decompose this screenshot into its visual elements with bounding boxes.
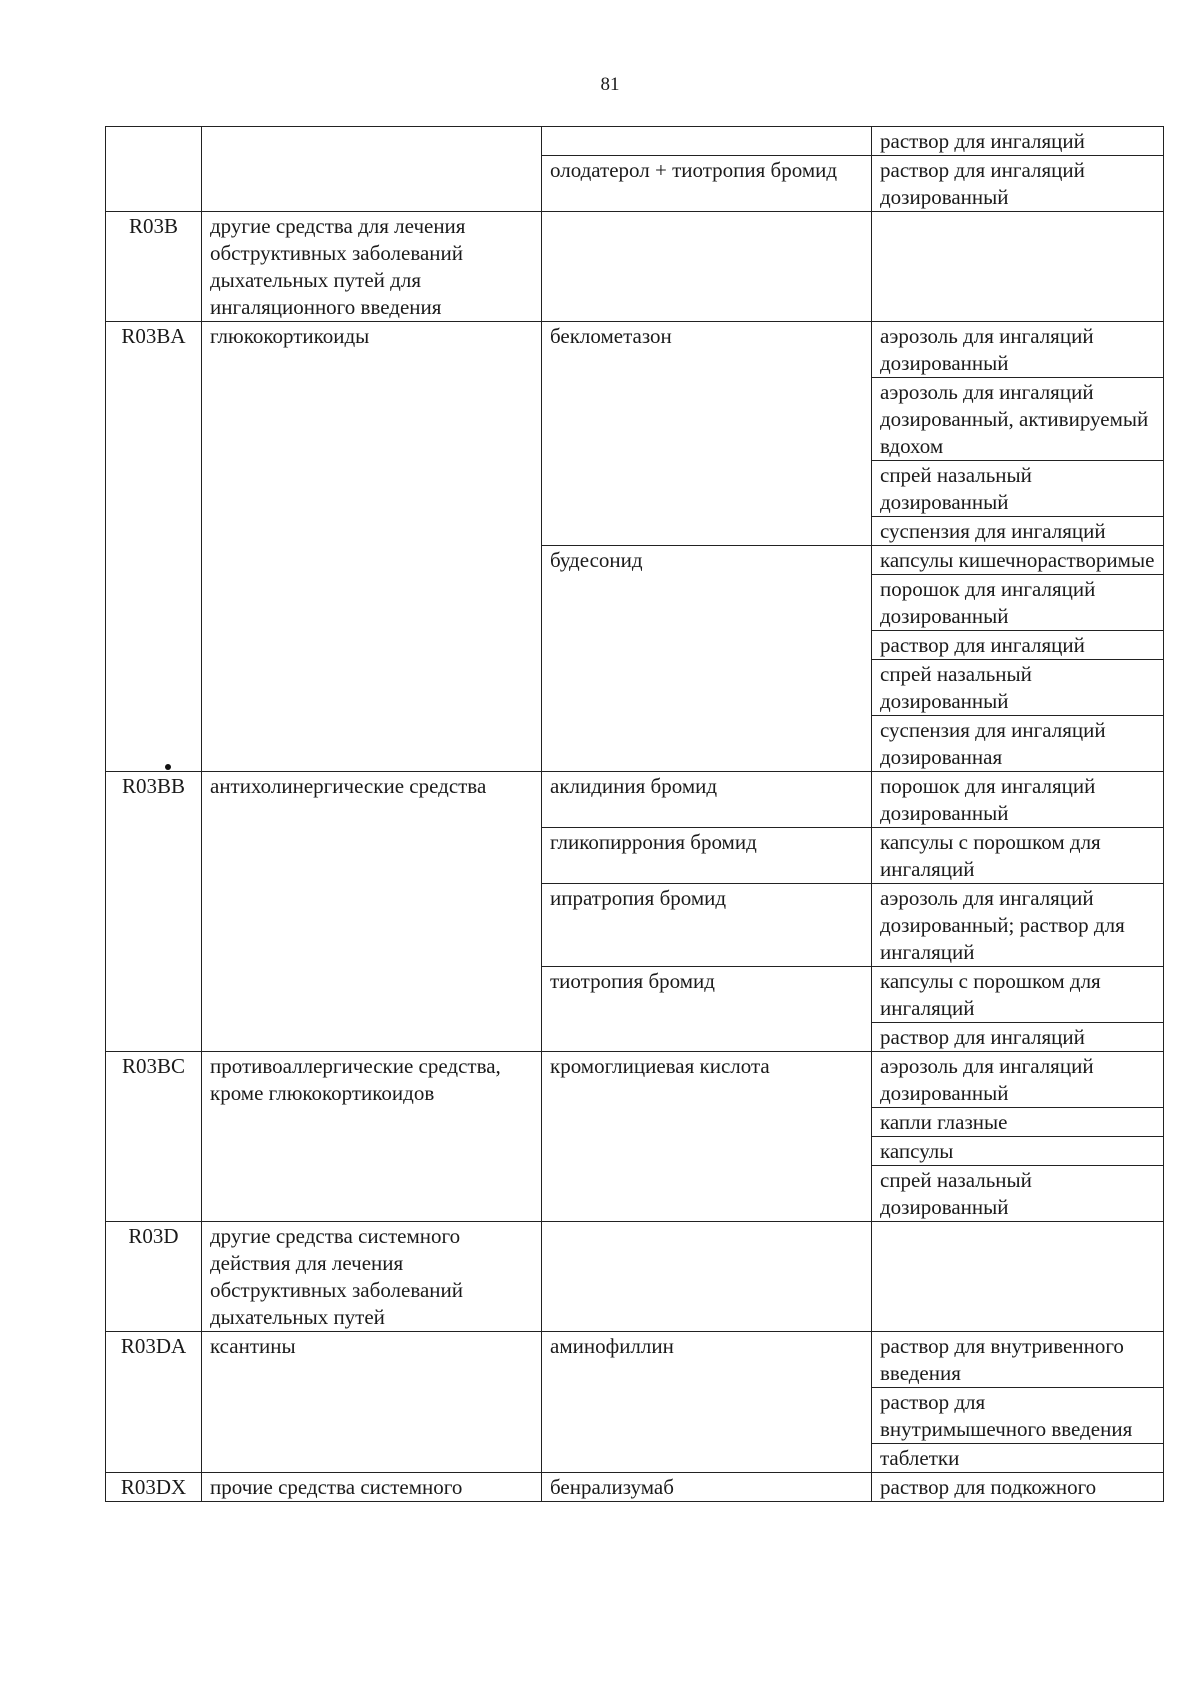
group-name-cell: прочие средства системного [202, 1473, 542, 1502]
dosage-form-cell: аэрозоль для ингаляций дозированный [872, 322, 1164, 378]
dosage-form-cell: порошок для ингаляций дозированный [872, 772, 1164, 828]
drug-classification-table [105, 126, 1164, 1502]
group-name-cell: ксантины [202, 1332, 542, 1473]
group-name-cell [202, 127, 542, 212]
dosage-form-cell: раствор для ингаляций [872, 1023, 1164, 1052]
atc-code-cell: R03B [106, 212, 202, 322]
dosage-form-cell: аэрозоль для ингаляций дозированный; раствор для ингаляций [872, 884, 1164, 967]
table-row [106, 1332, 1164, 1388]
drug-name-cell: тиотропия бромид [542, 967, 872, 1052]
drug-name-cell: бенрализумаб [542, 1473, 872, 1502]
table-row [106, 1473, 1164, 1502]
table-row [106, 322, 1164, 378]
group-name-cell: противоаллергические средства, кроме глюкокортикоидов [202, 1052, 542, 1222]
atc-code-cell: R03BA [106, 322, 202, 772]
group-name-cell: антихолинергические средства [202, 772, 542, 1052]
drug-name-cell [542, 1222, 872, 1332]
atc-code-cell: R03DX [106, 1473, 202, 1502]
dosage-form-cell: суспензия для ингаляций [872, 517, 1164, 546]
dosage-form-cell: раствор для внутримышечного введения [872, 1388, 1164, 1444]
dosage-form-cell: раствор для ингаляций [872, 127, 1164, 156]
atc-code-cell: R03BC [106, 1052, 202, 1222]
atc-code-cell: R03D [106, 1222, 202, 1332]
atc-code-cell: R03DA [106, 1332, 202, 1473]
drug-name-cell: кромоглициевая кислота [542, 1052, 872, 1222]
dosage-form-cell: таблетки [872, 1444, 1164, 1473]
table-row [106, 127, 1164, 156]
dosage-form-cell: аэрозоль для ингаляций дозированный [872, 1052, 1164, 1108]
group-name-cell: другие средства системного действия для лечения обструктивных заболеваний дыхательных путей [202, 1222, 542, 1332]
dosage-form-cell: капли глазные [872, 1108, 1164, 1137]
group-name-cell: глюкокортикоиды [202, 322, 542, 772]
scan-artifact-dot [165, 764, 171, 770]
drug-name-cell: аклидиния бромид [542, 772, 872, 828]
dosage-form-cell: суспензия для ингаляций дозированная [872, 716, 1164, 772]
drug-name-cell [542, 212, 872, 322]
drug-name-cell: олодатерол + тиотропия бромид [542, 156, 872, 212]
table-row [106, 212, 1164, 322]
table-row [106, 772, 1164, 828]
dosage-form-cell: капсулы кишечнорастворимые [872, 546, 1164, 575]
dosage-form-cell: раствор для подкожного [872, 1473, 1164, 1502]
page-number: 81 [600, 74, 620, 95]
dosage-form-cell: капсулы с порошком для ингаляций [872, 828, 1164, 884]
dosage-form-cell [872, 212, 1164, 322]
dosage-form-cell: спрей назальный дозированный [872, 660, 1164, 716]
dosage-form-cell: раствор для внутривенного введения [872, 1332, 1164, 1388]
drug-name-cell [542, 127, 872, 156]
atc-code-cell [106, 127, 202, 212]
table-row [106, 1052, 1164, 1108]
dosage-form-cell: аэрозоль для ингаляций дозированный, активируемый вдохом [872, 378, 1164, 461]
drug-name-cell: будесонид [542, 546, 872, 772]
atc-code-cell: R03BB [106, 772, 202, 1052]
dosage-form-cell: порошок для ингаляций дозированный [872, 575, 1164, 631]
drug-name-cell: аминофиллин [542, 1332, 872, 1473]
dosage-form-cell: спрей назальный дозированный [872, 1166, 1164, 1222]
dosage-form-cell: капсулы [872, 1137, 1164, 1166]
drug-name-cell: гликопиррония бромид [542, 828, 872, 884]
dosage-form-cell: раствор для ингаляций [872, 631, 1164, 660]
dosage-form-cell [872, 1222, 1164, 1332]
table-row [106, 1222, 1164, 1332]
drug-name-cell: ипратропия бромид [542, 884, 872, 967]
dosage-form-cell: капсулы с порошком для ингаляций [872, 967, 1164, 1023]
group-name-cell: другие средства для лечения обструктивных заболеваний дыхательных путей для ингаляционного введения [202, 212, 542, 322]
drug-name-cell: беклометазон [542, 322, 872, 546]
dosage-form-cell: раствор для ингаляций дозированный [872, 156, 1164, 212]
dosage-form-cell: спрей назальный дозированный [872, 461, 1164, 517]
